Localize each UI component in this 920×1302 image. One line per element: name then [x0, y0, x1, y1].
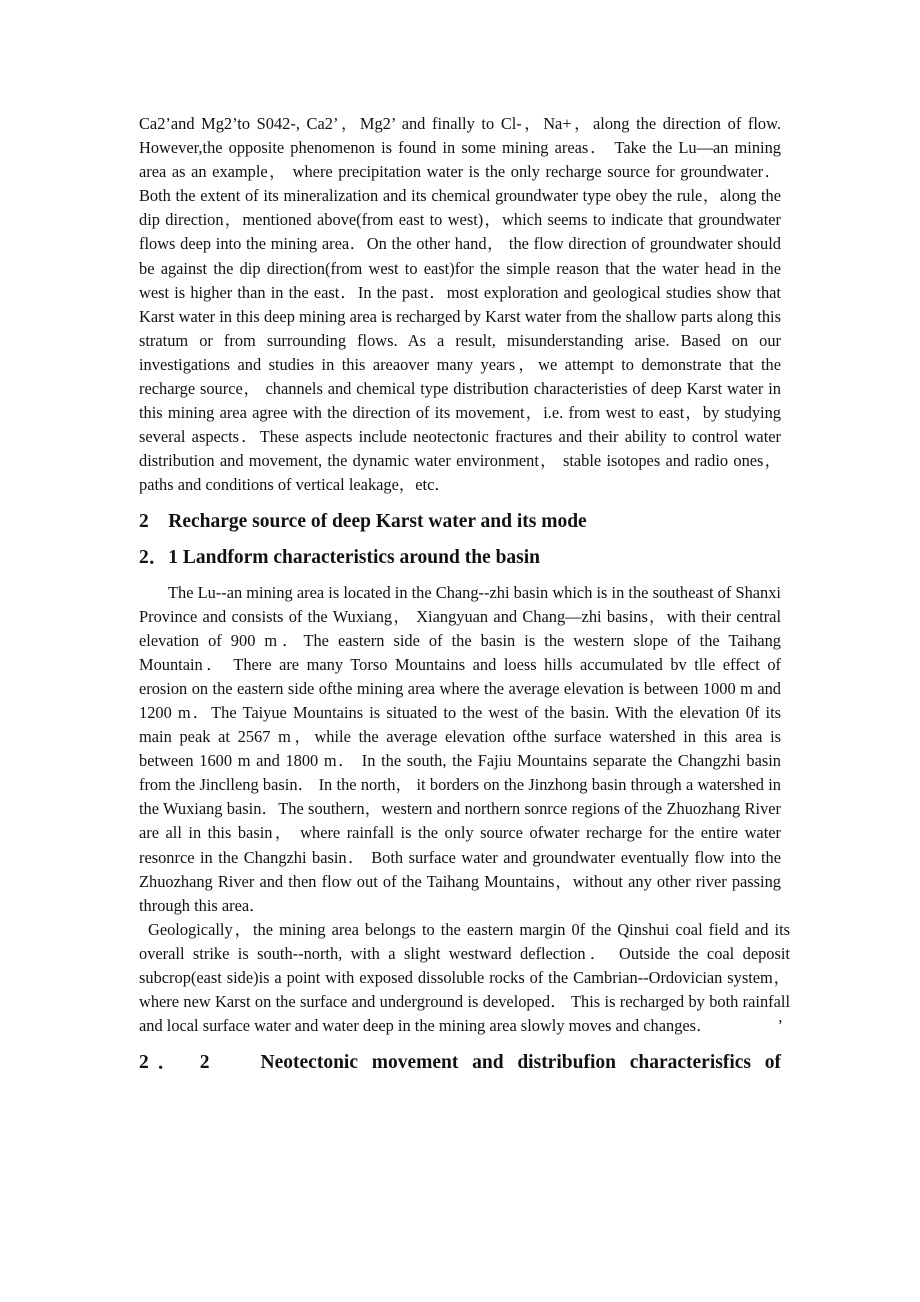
- section-heading-2-2: 2． 2 Neotectonic movement and distribufion characterisfics of: [139, 1052, 781, 1074]
- section-heading-2-1: 2．1 Landform characteristics around the basin: [139, 546, 541, 568]
- document-page: [139, 112, 790, 1075]
- geology-text: Geologically，the mining area belongs to the eastern margin 0f the Qinshui coal field and its overall strike is south--north, with a slight westward deflection． Outside the coal deposit subcrop(east side)is a point with exposed dissoluble rocks of the Cambrian--Ordovician system， where new Karst on the surface and underground is developed． This is recharged by both rainfall and local surface water and water deep in the mining area slowly moves and changes．: [139, 919, 790, 1036]
- landform-paragraph: The Lu--an mining area is located in the Chang--zhi basin which is in the southeast of Shanxi Province and consists of the Wuxiang， Xiangyuan and Chang—zhi basins，with their central elevation of 900 m．The eastern side of the basin is the western slope of the Taihang Mountain． There are many Torso Mountains and loess hills accumulated bv tlle effect of erosion on the eastern side ofthe mining area where the average elevation is between 1000 m and 1200 m．The Taiyue Mountains is situated to the west of the basin. With the elevation 0f its main peak at 2567 m，while the average elevation ofthe surface watershed in this area is between 1600 m and 1800 m． In the south, the Fajiu Mountains separate the Changzhi basin from the Jinclleng basin． In the north， it borders on the Jinzhong basin through a watershed in the Wuxiang basin．The southern，western and northern sonrce regions of the Zhuozhang River are all in this basin， where rainfall is the only source ofwater recharge for the entire water resonrce in the Changzhi basin． Both surface water and groundwater eventually flow into the Zhuozhang River and then flow out of the Taihang Mountains，without any other river passing through this area．: [139, 582, 781, 915]
- stray-mark: ’: [777, 1016, 783, 1036]
- section-heading-2: 2 Recharge source of deep Karst water and its mode: [139, 510, 587, 532]
- geology-paragraph: [139, 918, 790, 1038]
- intro-paragraph: Ca2’and Mg2’to S042-, Ca2’，Mg2’ and finally to Cl-，Na+，along the direction of flow. However,the opposite phenomenon is found in some mining areas． Take the Lu—an mining area as an example， where precipitation water is the only recharge source for groundwater． Both the extent of its mineralization and its chemical groundwater type obey the rule，along the dip direction，mentioned above(from east to west)，which seems to indicate that groundwater flows deep into the mining area．On the other hand， the flow direction of groundwater should be against the dip direction(from west to east)for the simple reason that the water head in the west is higher than in the east．In the past．most exploration and geological studies show that Karst water in this deep mining area is recharged by Karst water from the shallow parts along this stratum or from surrounding flows. As a result, misunderstanding arise. Based on our investigations and studies in this areaover many years，we attempt to demonstrate that the recharge source， channels and chemical type distribution characteristies of deep Karst water in this mining area agree with the direction of its movement，i.e. from west to east，by studying several aspects．These aspects include neotectonic fractures and their ability to control water distribution and movement, the dynamic water environment， stable isotopes and radio ones， paths and conditions of vertical leakage，etc．: [139, 114, 781, 495]
